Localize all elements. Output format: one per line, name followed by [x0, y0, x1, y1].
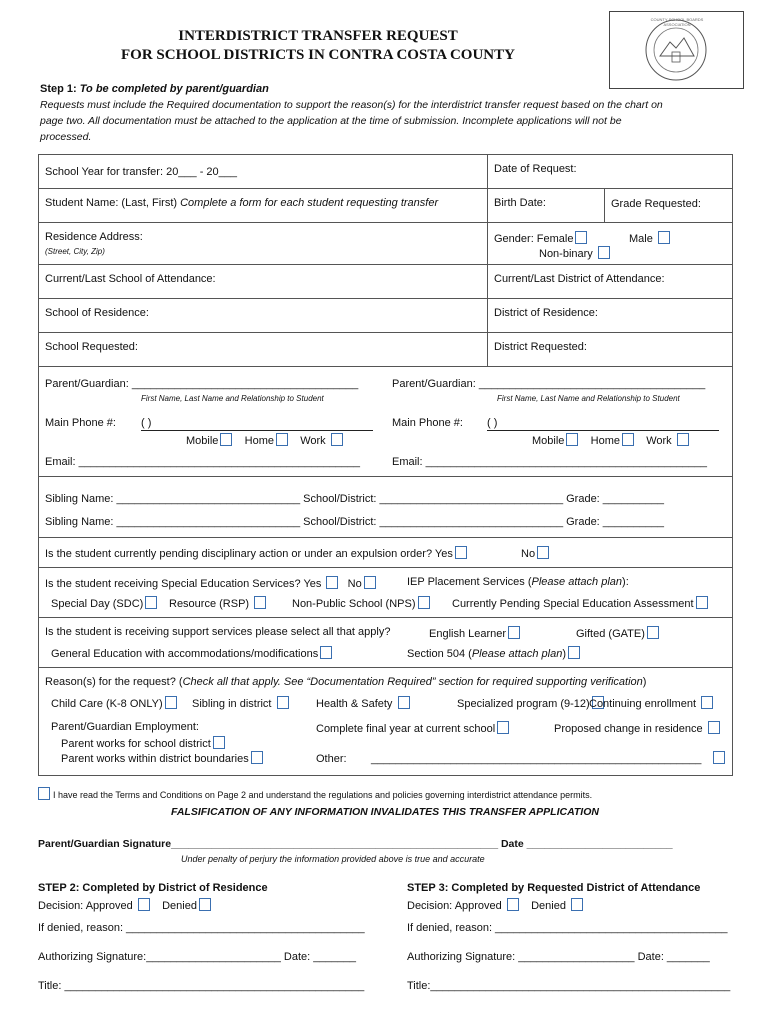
home-1-checkbox[interactable]: [276, 433, 288, 446]
reasons-label: Reason(s) for the request? (: [45, 676, 183, 688]
terms-checkbox[interactable]: [38, 787, 50, 800]
step2-if-denied-field[interactable]: If denied, reason: _______________________________________: [38, 922, 365, 934]
pending-assessment-option: [452, 596, 708, 610]
phone-1-types: [186, 433, 343, 447]
iep-end: ):: [622, 576, 629, 588]
parent-guardian-1-field[interactable]: Parent/Guardian: _____________________________________: [45, 378, 359, 390]
work-2-label: Work: [646, 435, 672, 447]
disciplinary-label: Is the student currently pending disciplinary action or under an expulsion order? Yes: [45, 548, 453, 560]
disciplinary-no-checkbox[interactable]: [537, 546, 549, 559]
sdc-option: [51, 596, 157, 610]
phone-2-types: [532, 433, 689, 447]
step3-heading: STEP 3: Completed by Requested District of Attendance: [407, 882, 701, 894]
student-name-label: Student Name: (Last, First): [45, 197, 178, 209]
residence-note: (Street, City, Zip): [45, 247, 105, 256]
pending-assessment-label: Currently Pending Special Education Assessment: [452, 598, 694, 610]
english-learner-label: English Learner: [429, 628, 507, 640]
instructions-line2: page two. All documentation must be attached to the application at the time of submission. Incomplete applications will not be: [40, 115, 622, 127]
mobile-1-label: Mobile: [186, 435, 219, 447]
female-checkbox[interactable]: [575, 231, 587, 244]
child-care-checkbox[interactable]: [165, 696, 177, 709]
iep-italic: Please attach plan: [531, 576, 623, 588]
grade-requested-field[interactable]: Grade Requested:: [611, 198, 701, 210]
iep-placement-label: [407, 576, 629, 588]
works-for-label: Parent works for school district: [61, 738, 211, 750]
district-of-residence-field[interactable]: District of Residence:: [494, 307, 598, 319]
step3-title-field[interactable]: Title:_________________________________________________: [407, 980, 731, 992]
final-year-option: [316, 721, 509, 735]
male-checkbox[interactable]: [658, 231, 670, 244]
step2-auth-signature-field[interactable]: Authorizing Signature:______________________ Date: _______: [38, 951, 357, 963]
main-phone-1-label: Main Phone #:: [45, 417, 116, 429]
form-title-line2: FOR SCHOOL DISTRICTS IN CONTRA COSTA COUNTY: [121, 47, 515, 63]
sibling-in-district-option: [192, 696, 289, 710]
step2-decision: [38, 898, 211, 912]
iep-label: IEP Placement Services (: [407, 576, 532, 588]
step3-decision: [407, 898, 583, 912]
special-ed-no-label: No: [347, 578, 362, 590]
disciplinary-question: [45, 546, 467, 560]
reasons-italic: Check all that apply. See “Documentation Required” section for required supporting verification: [182, 676, 643, 688]
residence-address-field[interactable]: Residence Address:: [45, 231, 143, 243]
current-district-field[interactable]: Current/Last District of Attendance:: [494, 273, 665, 285]
reasons-question: [45, 676, 646, 688]
proposed-change-checkbox[interactable]: [708, 721, 720, 734]
sdc-label: Special Day (SDC): [51, 598, 144, 610]
support-services-question: Is the student is receiving support services please select all that apply?: [45, 626, 391, 638]
student-name-field[interactable]: [45, 197, 438, 209]
instructions-line3: processed.: [40, 131, 92, 143]
sdc-checkbox[interactable]: [145, 596, 157, 609]
step2-denied-label: Denied: [162, 900, 197, 912]
gen-ed-checkbox[interactable]: [320, 646, 332, 659]
step2-heading: STEP 2: Completed by District of Residence: [38, 882, 268, 894]
final-year-label: Complete final year at current school: [316, 723, 496, 735]
proposed-change-label: Proposed change in residence: [554, 723, 703, 735]
health-safety-checkbox[interactable]: [398, 696, 410, 709]
section504-end: ): [562, 648, 567, 660]
date-of-request-field[interactable]: Date of Request:: [494, 163, 577, 175]
step2-title-field[interactable]: Title: _________________________________________________: [38, 980, 365, 992]
works-within-label: Parent works within district boundaries: [61, 753, 249, 765]
works-for-option: [61, 736, 225, 750]
special-ed-no-checkbox[interactable]: [364, 576, 376, 589]
final-year-checkbox[interactable]: [497, 721, 509, 734]
parent-note-1: First Name, Last Name and Relationship to Student: [141, 394, 324, 403]
phone-2-field[interactable]: ( ): [487, 417, 498, 429]
disciplinary-no: [521, 546, 549, 560]
gifted-label: Gifted (GATE): [576, 628, 645, 640]
sibling-in-district-checkbox[interactable]: [277, 696, 289, 709]
works-within-checkbox[interactable]: [251, 751, 263, 764]
sibling-1-row[interactable]: Sibling Name: ______________________________ School/District: ______________________________ Grade: __________: [45, 493, 664, 505]
work-2-checkbox[interactable]: [677, 433, 689, 446]
works-within-option: [61, 751, 263, 765]
child-care-option: [51, 696, 177, 710]
sibling-2-row[interactable]: Sibling Name: ______________________________ School/District: ______________________________ Grade: __________: [45, 516, 664, 528]
form-title-line1: INTERDISTRICT TRANSFER REQUEST: [178, 28, 458, 44]
school-of-residence-field[interactable]: School of Residence:: [45, 307, 149, 319]
english-learner-option: [429, 626, 520, 640]
gender-label: Gender: Female: [494, 233, 574, 245]
gender-female[interactable]: [494, 231, 587, 245]
gen-ed-label: General Education with accommodations/modifications: [51, 648, 319, 660]
other-checkbox[interactable]: [713, 751, 725, 764]
rsp-label: Resource (RSP): [169, 598, 250, 610]
work-1-checkbox[interactable]: [331, 433, 343, 446]
birth-date-field[interactable]: Birth Date:: [494, 197, 546, 209]
step3-if-denied-field[interactable]: If denied, reason: ______________________________________: [407, 922, 728, 934]
nps-label: Non-Public School (NPS): [292, 598, 416, 610]
nonbinary-checkbox[interactable]: [598, 246, 610, 259]
specialized-program-label: Specialized program (9-12): [457, 698, 590, 710]
district-requested-field[interactable]: District Requested:: [494, 341, 587, 353]
health-safety-label: Health & Safety: [316, 698, 393, 710]
step3-denied-checkbox[interactable]: [571, 898, 583, 911]
step1-label: Step 1:: [40, 83, 77, 95]
sibling-in-district-label: Sibling in district: [192, 698, 272, 710]
school-requested-field[interactable]: School Requested:: [45, 341, 138, 353]
main-phone-2-label: Main Phone #:: [392, 417, 463, 429]
rsp-checkbox[interactable]: [254, 596, 266, 609]
works-for-checkbox[interactable]: [213, 736, 225, 749]
disciplinary-no-label: No: [521, 548, 536, 560]
mobile-2-checkbox[interactable]: [566, 433, 578, 446]
mobile-2-label: Mobile: [532, 435, 565, 447]
instructions-line1: Requests must include the Required documentation to support the reason(s) for the interdistrict transfer request based on the chart on: [40, 99, 663, 111]
step2-approved-label: Decision: Approved: [38, 900, 133, 912]
step1-heading: [40, 83, 269, 95]
child-care-label: Child Care (K-8 ONLY): [51, 698, 163, 710]
english-learner-checkbox[interactable]: [508, 626, 520, 639]
step3-denied-label: Denied: [531, 900, 566, 912]
phone-1-field[interactable]: ( ): [141, 417, 152, 429]
pending-assessment-checkbox[interactable]: [696, 596, 708, 609]
other-option: [316, 751, 725, 765]
rsp-option: [169, 596, 266, 610]
mobile-1-checkbox[interactable]: [220, 433, 232, 446]
gifted-option: [576, 626, 659, 640]
current-school-field[interactable]: Current/Last School of Attendance:: [45, 273, 216, 285]
gen-ed-option: [51, 646, 332, 660]
gender-male[interactable]: [629, 231, 670, 245]
home-2-checkbox[interactable]: [622, 433, 634, 446]
proposed-change-option: [554, 721, 720, 735]
reasons-end: ): [642, 676, 647, 688]
step3-approved-label: Decision: Approved: [407, 900, 502, 912]
nonbinary-label: Non-binary: [539, 248, 593, 260]
continuing-checkbox[interactable]: [701, 696, 713, 709]
parent-signature-field[interactable]: Parent/Guardian Signature________________________________________________________ Date _________________________: [38, 838, 673, 850]
county-seal-text: COUNTY SCHOOL BOARDS ASSOCIATION: [650, 17, 704, 27]
step3-auth-signature-field[interactable]: Authorizing Signature: ___________________ Date: _______: [407, 951, 710, 963]
email-2-field[interactable]: Email: ______________________________________________: [392, 456, 708, 468]
perjury-note: Under penalty of perjury the information provided above is true and accurate: [181, 854, 485, 864]
continuing-option: [589, 696, 713, 710]
student-name-note: Complete a form for each student requesting transfer: [180, 197, 439, 209]
disciplinary-yes-checkbox[interactable]: [455, 546, 467, 559]
other-input[interactable]: ______________________________________________________: [371, 753, 702, 765]
section504-option: [407, 646, 580, 660]
special-ed-label: Is the student receiving Special Education Services? Yes: [45, 578, 322, 590]
step3-approved-checkbox[interactable]: [507, 898, 519, 911]
work-1-label: Work: [300, 435, 326, 447]
email-1-field[interactable]: Email: ______________________________________________: [45, 456, 361, 468]
specialized-program-option: [457, 696, 604, 710]
school-year-field[interactable]: School Year for transfer: 20___ - 20___: [45, 166, 238, 178]
county-seal-box: [609, 11, 744, 89]
section504-label: Section 504 (: [407, 648, 472, 660]
section504-checkbox[interactable]: [568, 646, 580, 659]
section504-italic: Please attach plan: [471, 648, 563, 660]
step2-approved-checkbox[interactable]: [138, 898, 150, 911]
gender-nonbinary[interactable]: [539, 246, 610, 260]
employment-label: Parent/Guardian Employment:: [51, 721, 199, 733]
home-2-label: Home: [590, 435, 620, 447]
step1-label-italic: To be completed by parent/guardian: [79, 83, 269, 95]
health-safety-option: [316, 696, 410, 710]
parent-guardian-2-field[interactable]: Parent/Guardian: _____________________________________: [392, 378, 706, 390]
step2-denied-checkbox[interactable]: [199, 898, 211, 911]
terms-label: I have read the Terms and Conditions on Page 2 and understand the regulations and policies governing interdistrict attendance permits.: [53, 790, 593, 800]
nps-option: [292, 596, 430, 610]
other-label: Other:: [316, 753, 347, 765]
gifted-checkbox[interactable]: [647, 626, 659, 639]
nps-checkbox[interactable]: [418, 596, 430, 609]
special-ed-question: [45, 576, 376, 590]
continuing-label: Continuing enrollment: [589, 698, 697, 710]
special-ed-yes-checkbox[interactable]: [326, 576, 338, 589]
falsification-notice: FALSIFICATION OF ANY INFORMATION INVALIDATES THIS TRANSFER APPLICATION: [171, 806, 599, 818]
parent-note-2: First Name, Last Name and Relationship to Student: [497, 394, 680, 403]
male-label: Male: [629, 233, 653, 245]
terms-agreement: [38, 787, 592, 800]
home-1-label: Home: [244, 435, 274, 447]
